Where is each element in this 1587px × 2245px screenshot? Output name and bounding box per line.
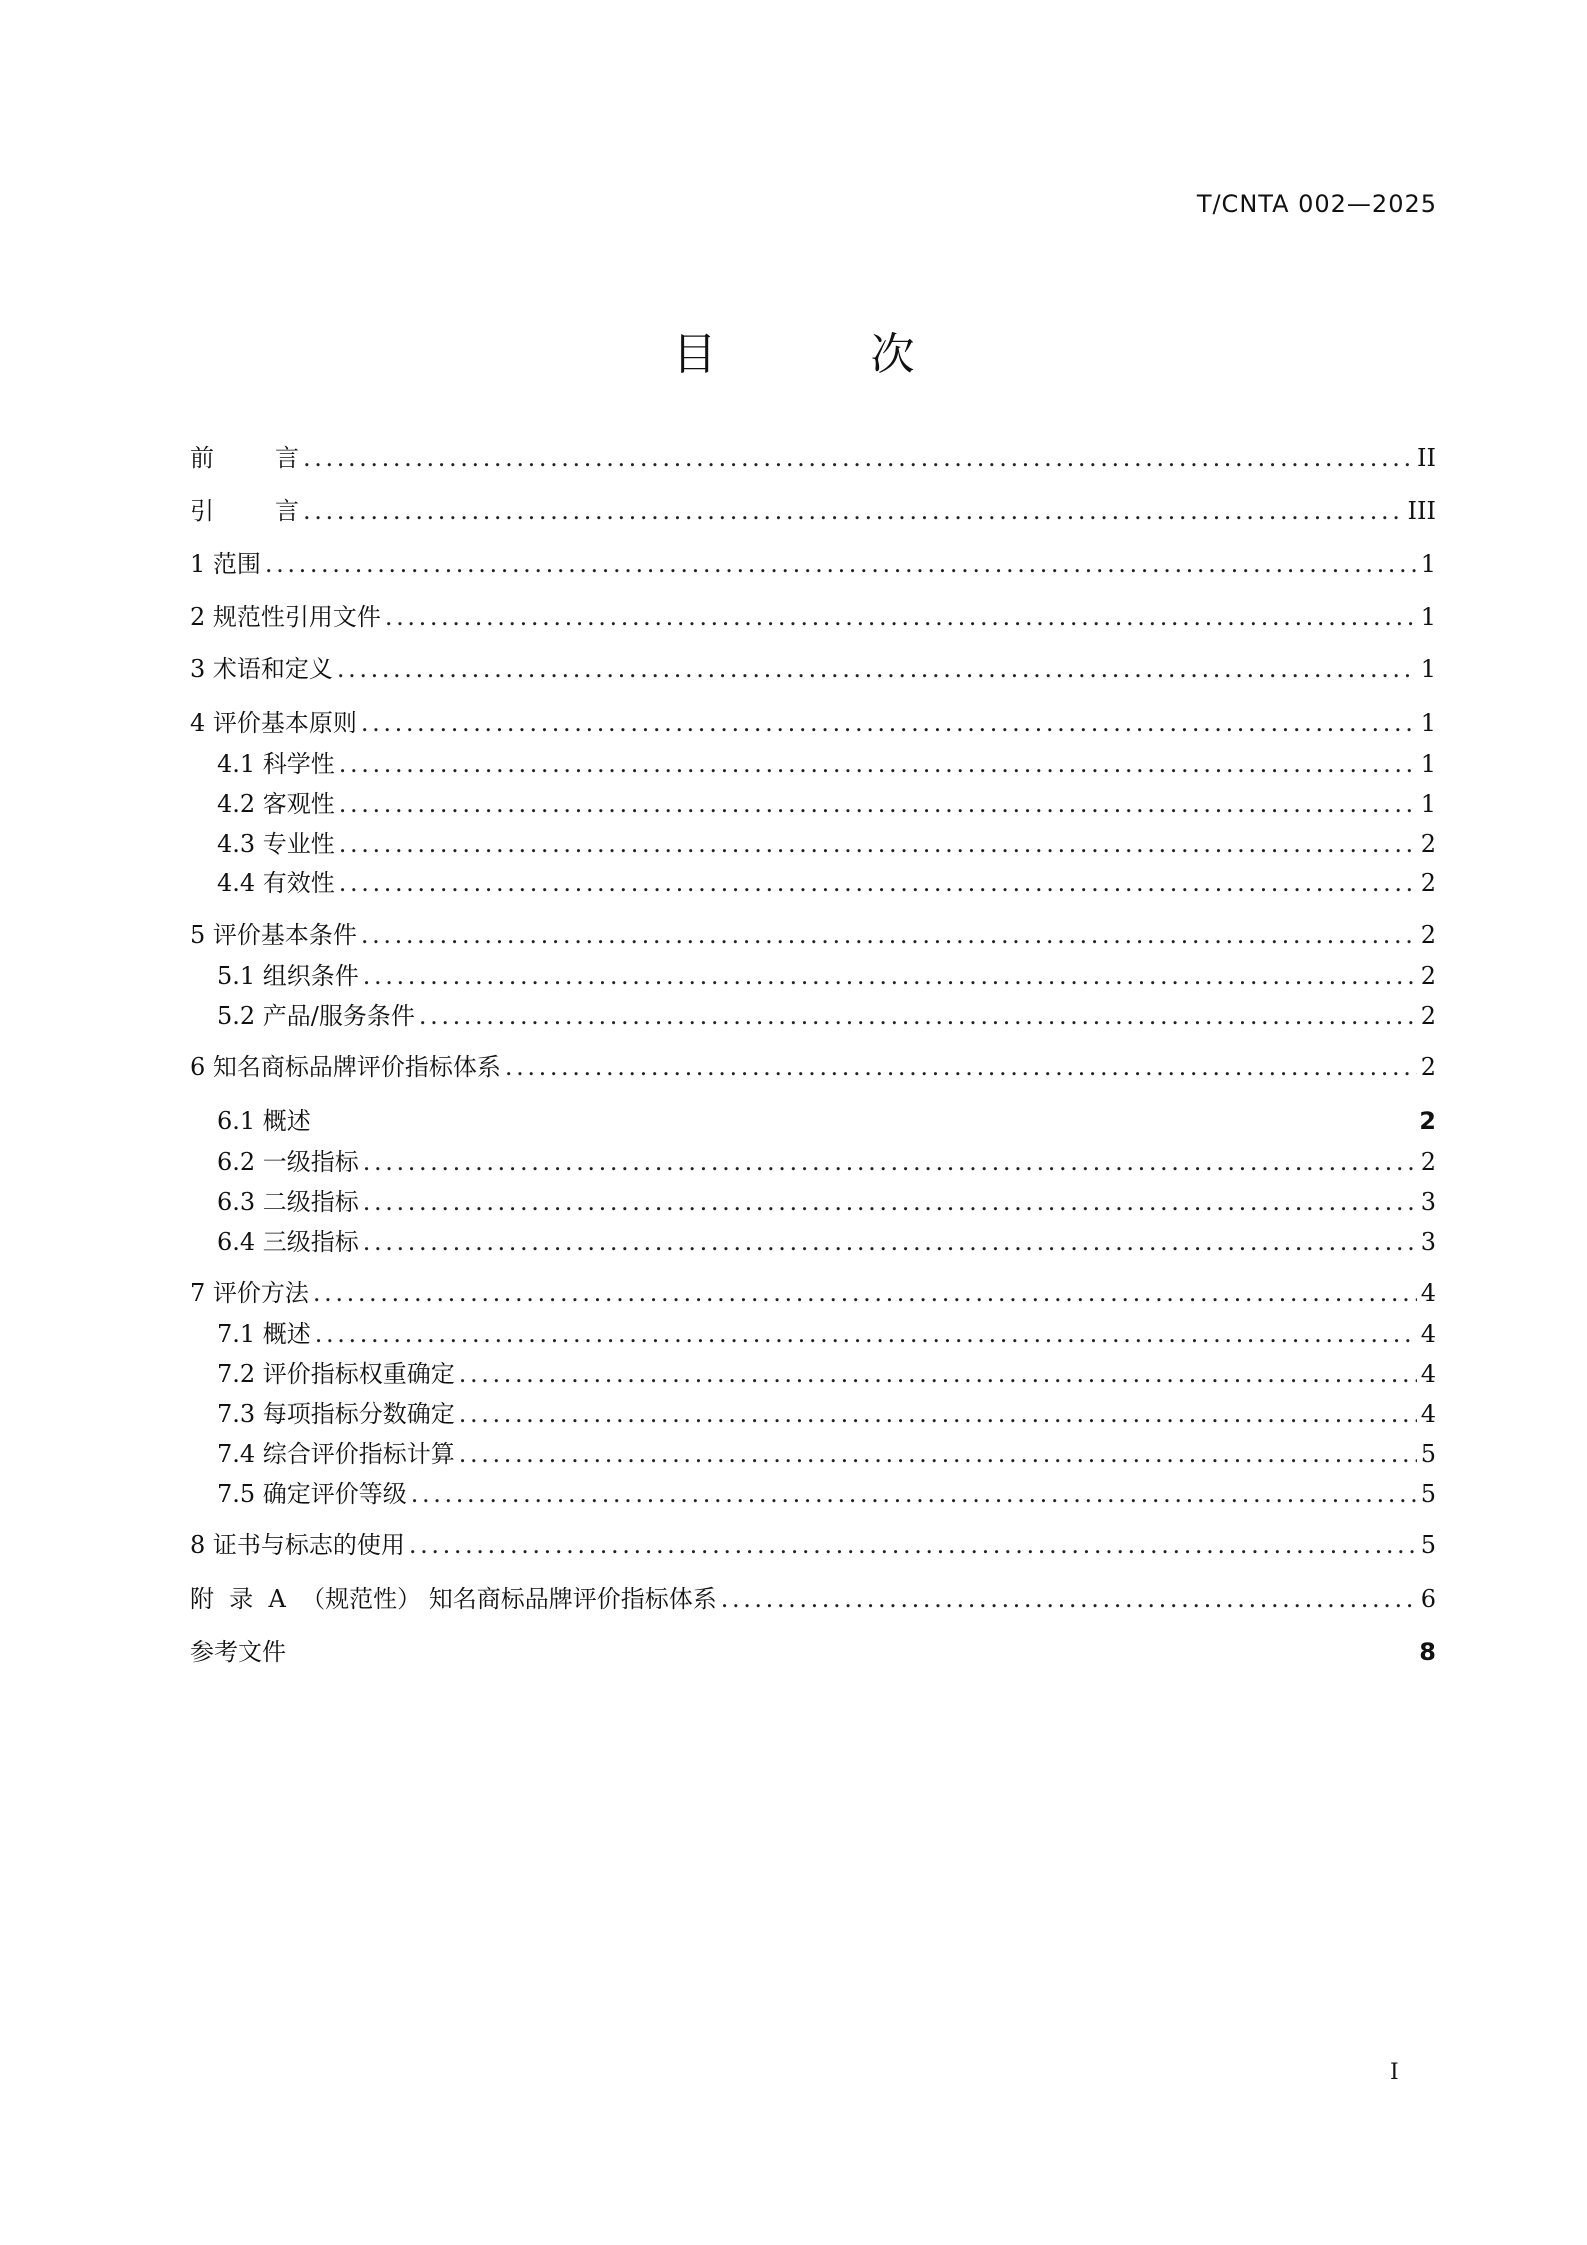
toc-page-number: 2 bbox=[1420, 1148, 1436, 1176]
toc-page-number: 8 bbox=[1419, 1638, 1436, 1666]
toc-entry-label: 5.1 组织条件 bbox=[217, 962, 359, 990]
dot-leader bbox=[315, 1314, 1417, 1354]
toc-entry-7-1[interactable] bbox=[217, 1314, 1436, 1354]
toc-entry-7-4[interactable] bbox=[217, 1434, 1436, 1474]
page-folio: I bbox=[1390, 2060, 1399, 2085]
toc-entry-7-3[interactable] bbox=[217, 1394, 1436, 1434]
toc-entry-label: 4.3 专业性 bbox=[217, 830, 335, 858]
toc-entry-label: 4.4 有效性 bbox=[217, 869, 335, 897]
toc-page-number: 1 bbox=[1420, 603, 1436, 631]
toc-entry-label: 7.2 评价指标权重确定 bbox=[217, 1360, 455, 1388]
toc-entry-label: 2 规范性引用文件 bbox=[190, 603, 381, 631]
dot-leader bbox=[419, 996, 1417, 1036]
toc-page-number: 3 bbox=[1420, 1228, 1436, 1256]
dot-leader bbox=[339, 784, 1417, 824]
document-code: T/CNTA 002—2025 bbox=[1196, 190, 1437, 218]
toc-entry-label: 1 范围 bbox=[190, 550, 261, 578]
dot-leader bbox=[459, 1394, 1417, 1434]
dot-leader bbox=[265, 544, 1417, 584]
toc-entry-label: 8 证书与标志的使用 bbox=[190, 1531, 405, 1559]
toc-entry-label: 附 录 A （规范性） 知名商标品牌评价指标体系 bbox=[190, 1585, 717, 1613]
toc-page-number: 2 bbox=[1420, 921, 1436, 949]
dot-leader bbox=[313, 1273, 1417, 1313]
toc-entry-4[interactable] bbox=[190, 703, 1436, 743]
dot-leader bbox=[363, 1222, 1417, 1262]
toc-entry-label: 7.4 综合评价指标计算 bbox=[217, 1440, 455, 1468]
toc-entry-2[interactable] bbox=[190, 597, 1436, 637]
toc-entry-foreword[interactable] bbox=[190, 438, 1436, 478]
toc-entry-6-1[interactable] bbox=[217, 1101, 1436, 1141]
dot-leader bbox=[459, 1434, 1417, 1474]
toc-page-number: 4 bbox=[1420, 1279, 1436, 1307]
toc-entry-label: 6.4 三级指标 bbox=[217, 1228, 359, 1256]
toc-page-number: 2 bbox=[1420, 962, 1436, 990]
toc-entry-6-3[interactable] bbox=[217, 1182, 1436, 1222]
toc-page-number: 2 bbox=[1420, 830, 1436, 858]
toc-page-number: 1 bbox=[1420, 790, 1436, 818]
toc-entry-label: 6.1 概述 bbox=[217, 1107, 311, 1135]
toc-entry-introduction[interactable] bbox=[190, 491, 1436, 531]
dot-leader bbox=[459, 1354, 1417, 1394]
toc-entry-6[interactable] bbox=[190, 1047, 1436, 1087]
toc-entry-5-2[interactable] bbox=[217, 996, 1436, 1036]
dot-leader bbox=[303, 438, 1413, 478]
toc-entry-appendix-a[interactable] bbox=[190, 1579, 1436, 1619]
dot-leader bbox=[339, 824, 1417, 864]
toc-entry-label: 7.5 确定评价等级 bbox=[217, 1480, 407, 1508]
dot-leader bbox=[363, 956, 1417, 996]
toc-entry-label: 引 言 bbox=[190, 497, 300, 525]
dot-leader bbox=[505, 1047, 1417, 1087]
dot-leader bbox=[409, 1525, 1417, 1565]
toc-entry-7-5[interactable] bbox=[217, 1474, 1436, 1514]
toc-title: 目 次 bbox=[672, 329, 985, 380]
dot-leader bbox=[303, 491, 1404, 531]
toc-page-number: 5 bbox=[1420, 1531, 1436, 1559]
toc-entry-5[interactable] bbox=[190, 915, 1436, 955]
toc-entry-label: 6.2 一级指标 bbox=[217, 1148, 359, 1176]
toc-page-number: 1 bbox=[1420, 550, 1436, 578]
toc-entry-7[interactable] bbox=[190, 1273, 1436, 1313]
dot-leader bbox=[411, 1474, 1417, 1514]
toc-entry-label: 4.1 科学性 bbox=[217, 750, 335, 778]
toc-entry-6-2[interactable] bbox=[217, 1142, 1436, 1182]
toc-page-number: 3 bbox=[1420, 1188, 1436, 1216]
toc-page-number: 1 bbox=[1420, 750, 1436, 778]
dot-leader bbox=[363, 1142, 1417, 1182]
toc-page-number: 4 bbox=[1420, 1400, 1436, 1428]
toc-entry-label: 3 术语和定义 bbox=[190, 655, 333, 683]
toc-entry-label: 前 言 bbox=[190, 444, 300, 472]
toc-page-number: 5 bbox=[1420, 1480, 1436, 1508]
toc-entry-label: 6 知名商标品牌评价指标体系 bbox=[190, 1053, 501, 1081]
toc-entry-1[interactable] bbox=[190, 544, 1436, 584]
toc-entry-label: 参考文件 bbox=[190, 1638, 286, 1666]
dot-leader bbox=[363, 1182, 1417, 1222]
toc-page-number: 2 bbox=[1420, 1053, 1436, 1081]
toc-entry-label: 7.1 概述 bbox=[217, 1320, 311, 1348]
dot-leader bbox=[361, 915, 1417, 955]
dot-leader bbox=[385, 597, 1417, 637]
toc-page-number: III bbox=[1407, 497, 1436, 525]
toc-page-number: II bbox=[1417, 444, 1436, 472]
toc-entry-4-3[interactable] bbox=[217, 824, 1436, 864]
dot-leader bbox=[339, 744, 1417, 784]
toc-entry-label: 5 评价基本条件 bbox=[190, 921, 357, 949]
toc-entry-5-1[interactable] bbox=[217, 956, 1436, 996]
toc-entry-4-1[interactable] bbox=[217, 744, 1436, 784]
toc-page-number: 5 bbox=[1420, 1440, 1436, 1468]
toc-entry-label: 4 评价基本原则 bbox=[190, 709, 357, 737]
toc-page-number: 1 bbox=[1420, 709, 1436, 737]
dot-leader bbox=[339, 863, 1417, 903]
toc-page-number: 2 bbox=[1419, 1107, 1436, 1135]
toc-entry-4-4[interactable] bbox=[217, 863, 1436, 903]
toc-entry-6-4[interactable] bbox=[217, 1222, 1436, 1262]
toc-page-number: 4 bbox=[1420, 1320, 1436, 1348]
toc-entry-label: 4.2 客观性 bbox=[217, 790, 335, 818]
dot-leader bbox=[721, 1579, 1417, 1619]
toc-page-number: 1 bbox=[1420, 655, 1436, 683]
toc-entry-label: 7.3 每项指标分数确定 bbox=[217, 1400, 455, 1428]
toc-entry-3[interactable] bbox=[190, 649, 1436, 689]
toc-page-number: 4 bbox=[1420, 1360, 1436, 1388]
toc-entry-label: 7 评价方法 bbox=[190, 1279, 309, 1307]
toc-entry-8[interactable] bbox=[190, 1525, 1436, 1565]
toc-entry-label: 5.2 产品/服务条件 bbox=[217, 1002, 415, 1030]
toc-entry-references[interactable] bbox=[190, 1632, 1436, 1672]
toc-entry-4-2[interactable] bbox=[217, 784, 1436, 824]
toc-page-number: 6 bbox=[1420, 1585, 1436, 1613]
toc-page-number: 2 bbox=[1420, 869, 1436, 897]
toc-entry-7-2[interactable] bbox=[217, 1354, 1436, 1394]
toc-page-number: 2 bbox=[1420, 1002, 1436, 1030]
dot-leader bbox=[337, 649, 1417, 689]
dot-leader bbox=[361, 703, 1417, 743]
toc-entry-label: 6.3 二级指标 bbox=[217, 1188, 359, 1216]
